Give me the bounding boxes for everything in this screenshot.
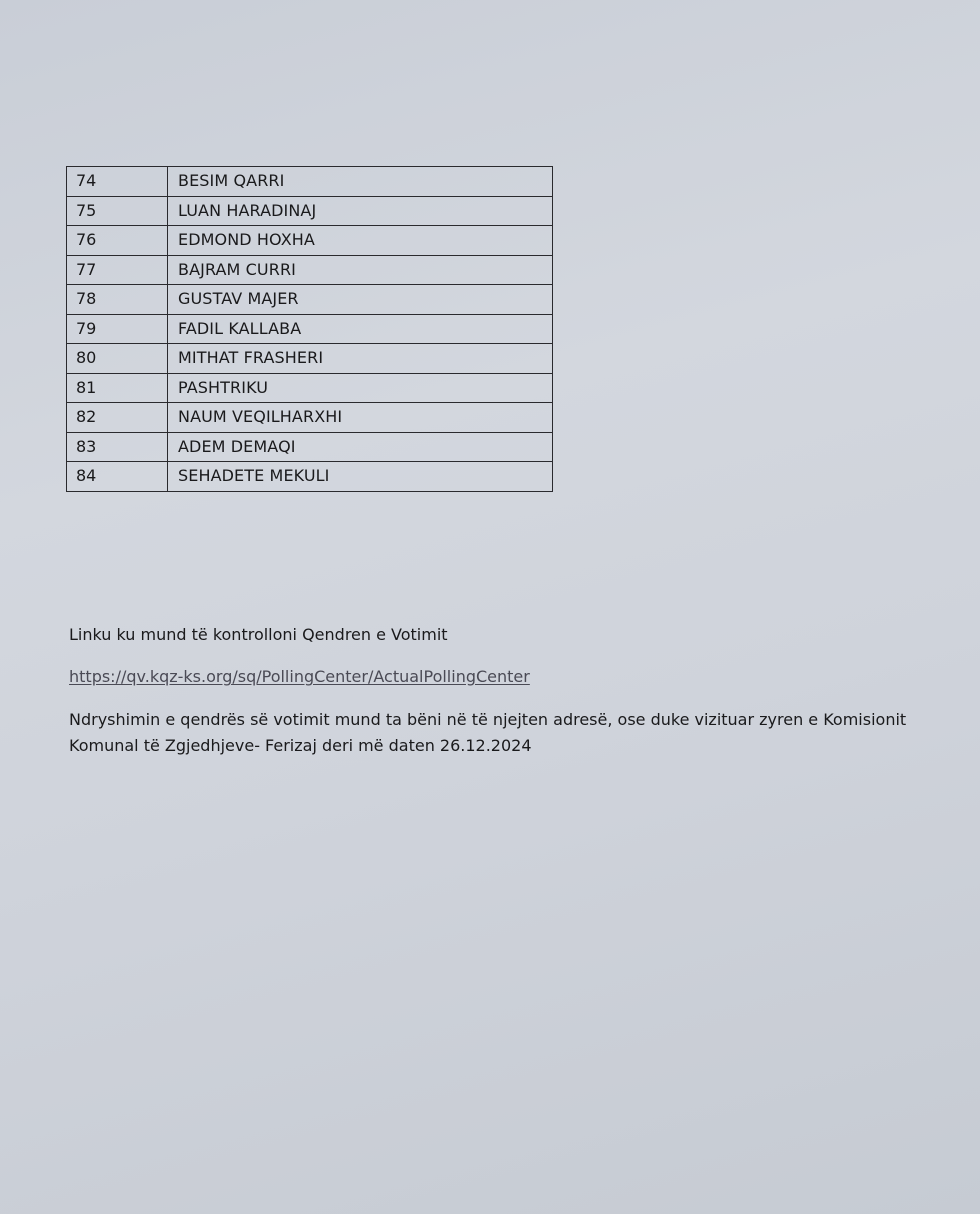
table-row: [67, 462, 553, 492]
row-number: 81: [67, 373, 168, 403]
row-number: 77: [67, 255, 168, 285]
row-name: LUAN HARADINAJ: [168, 196, 553, 226]
table-row: [67, 167, 553, 197]
row-name: SEHADETE MEKULI: [168, 462, 553, 492]
table-row: [67, 255, 553, 285]
row-name: BESIM QARRI: [168, 167, 553, 197]
change-notice-paragraph: Ndryshimin e qendrës së votimit mund ta bëni në të njejten adresë, ose duke vizituar zyren e Komisionit Komunal të Zgjedhjeve- Ferizaj deri më daten 26.12.2024: [69, 710, 907, 755]
row-number: 82: [67, 403, 168, 433]
table-row: [67, 226, 553, 256]
row-name: EDMOND HOXHA: [168, 226, 553, 256]
row-name: MITHAT FRASHERI: [168, 344, 553, 374]
row-number: 74: [67, 167, 168, 197]
table-row: [67, 344, 553, 374]
table-row: [67, 314, 553, 344]
table-row: [67, 432, 553, 462]
street-names-table: [66, 166, 553, 492]
row-name: GUSTAV MAJER: [168, 285, 553, 315]
row-number: 79: [67, 314, 168, 344]
row-number: 80: [67, 344, 168, 374]
polling-center-link[interactable]: https://qv.kqz-ks.org/sq/PollingCenter/ActualPollingCenter: [69, 667, 530, 686]
row-number: 83: [67, 432, 168, 462]
row-number: 76: [67, 226, 168, 256]
table-row: [67, 285, 553, 315]
row-number: 75: [67, 196, 168, 226]
table-row: [67, 196, 553, 226]
row-name: NAUM VEQILHARXHI: [168, 403, 553, 433]
link-label: Linku ku mund të kontrolloni Qendren e Votimit: [69, 625, 448, 644]
row-name: BAJRAM CURRI: [168, 255, 553, 285]
table-row: [67, 373, 553, 403]
row-number: 78: [67, 285, 168, 315]
row-name: FADIL KALLABA: [168, 314, 553, 344]
table-row: [67, 403, 553, 433]
row-name: PASHTRIKU: [168, 373, 553, 403]
row-name: ADEM DEMAQI: [168, 432, 553, 462]
row-number: 84: [67, 462, 168, 492]
